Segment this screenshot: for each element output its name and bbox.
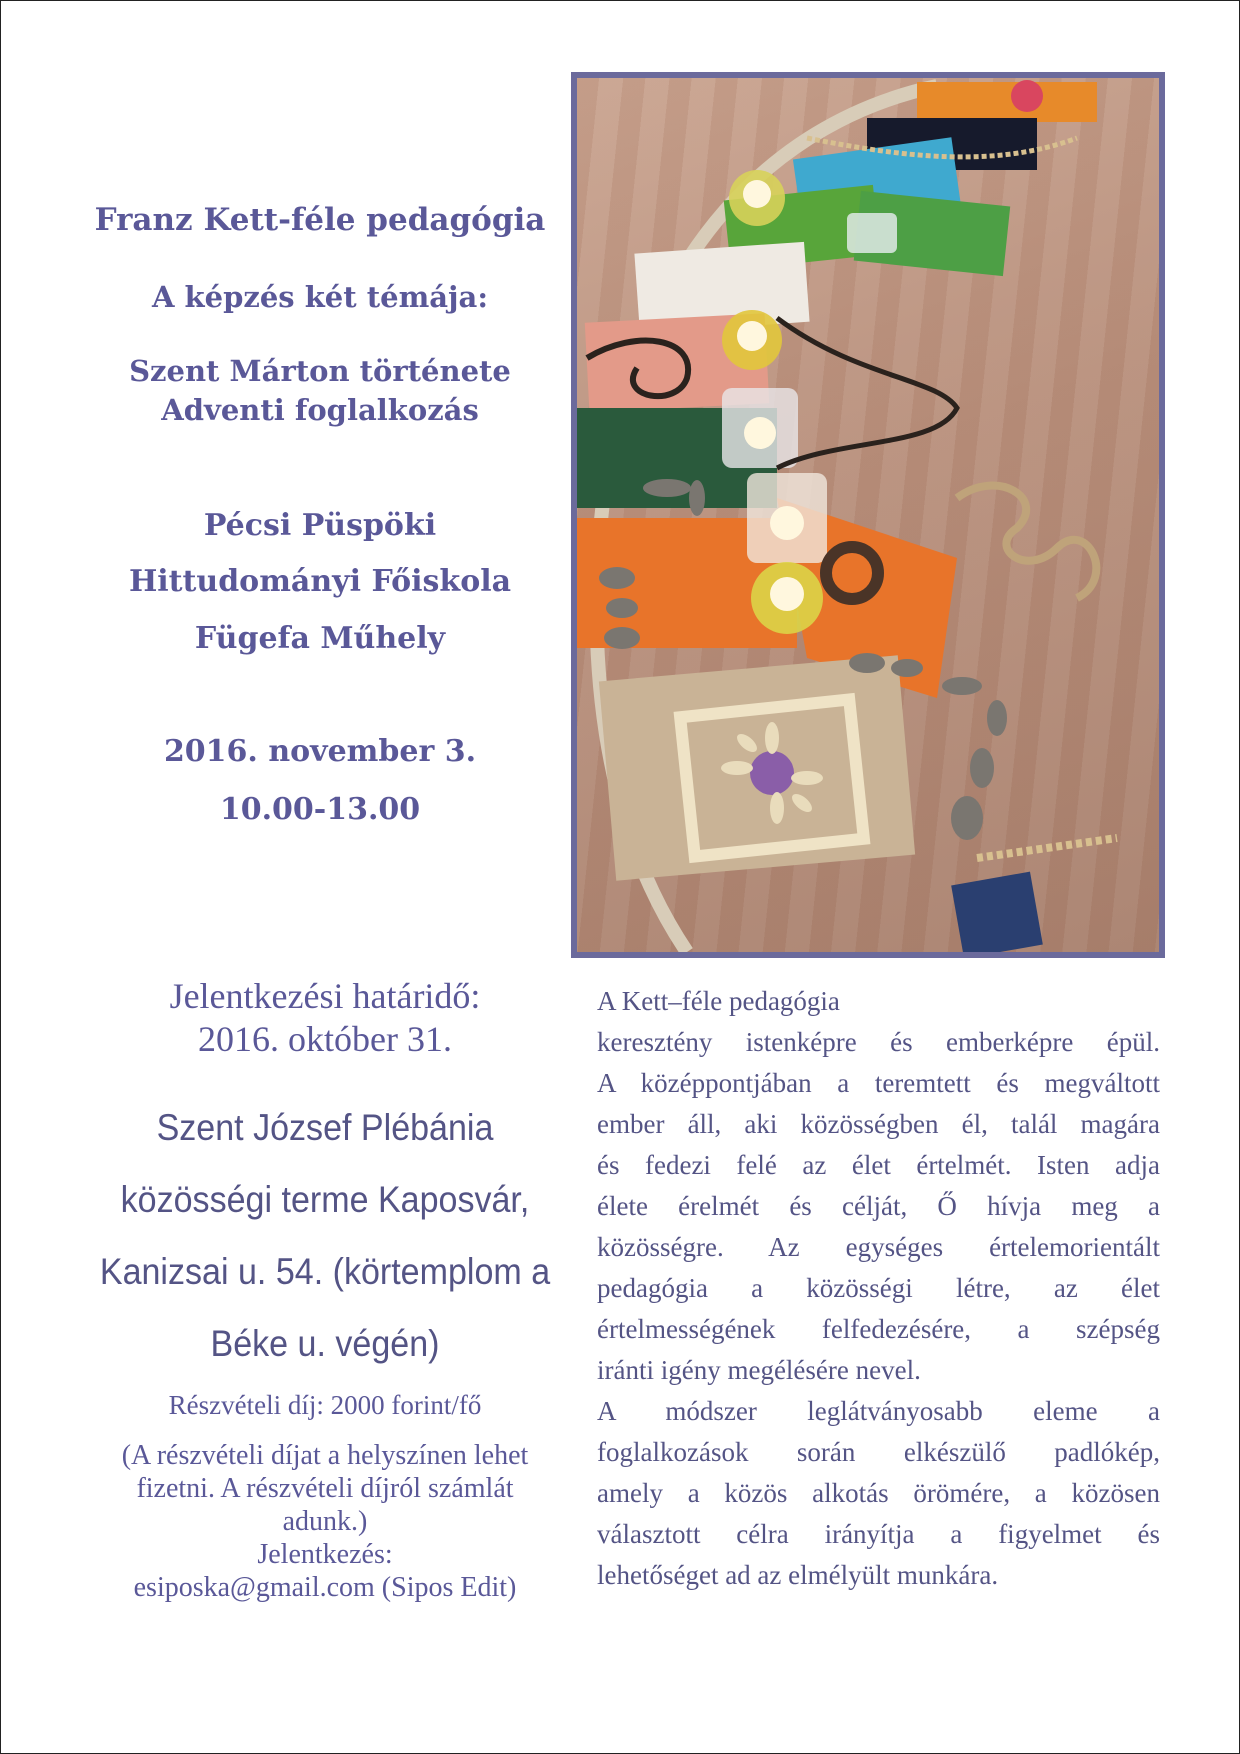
- description-line: választott célra irányítja a figyelmet és: [597, 1519, 1160, 1549]
- description-line: amely a közös alkotás örömére, a közösen: [597, 1478, 1160, 1508]
- venue-line: közösségi terme Kaposvár,: [120, 1179, 530, 1220]
- payment-note: adunk.): [282, 1506, 368, 1537]
- registration-contact: esiposka@gmail.com (Sipos Edit): [133, 1572, 517, 1603]
- description-line: foglalkozások során elkészülő padlókép,: [597, 1437, 1160, 1467]
- payment-note: fizetni. A részvételi díjról számlát: [136, 1473, 514, 1504]
- topic-1: Szent Márton története: [129, 354, 511, 388]
- description-line: ember áll, aki közösségben él, talál magára: [597, 1109, 1160, 1139]
- deadline-date: 2016. október 31.: [198, 1019, 452, 1059]
- venue-line: Béke u. végén): [210, 1323, 440, 1364]
- event-date: 2016. november 3.: [163, 734, 477, 769]
- headline: Franz Kett-féle pedagógia: [94, 202, 546, 238]
- description-line: A módszer leglátványosabb eleme a: [597, 1396, 1160, 1426]
- description-line: iránti igény megélésére nevel.: [597, 1355, 921, 1385]
- subtitle: A képzés két témája:: [151, 280, 489, 314]
- description-line: keresztény istenképre és emberképre épül.: [597, 1027, 1160, 1057]
- registration-label: Jelentkezés:: [257, 1539, 393, 1570]
- description-line: lehetőséget ad az elmélyült munkára.: [597, 1560, 999, 1590]
- institution-line: Pécsi Püspöki: [203, 508, 437, 543]
- description-line: pedagógia a közösségi létre, az élet: [597, 1273, 1160, 1303]
- floor-picture-photo: [571, 72, 1165, 958]
- payment-note: (A részvételi díjat a helyszínen lehet: [121, 1440, 529, 1471]
- venue-line: Kanizsai u. 54. (körtemplom a: [99, 1251, 551, 1292]
- description-line: közösségre. Az egységes értelemorientált: [597, 1232, 1160, 1262]
- venue-line: Szent József Plébánia: [156, 1107, 494, 1148]
- institution-line: Hittudományi Főiskola: [128, 564, 512, 599]
- description-line: A középpontjában a teremtett és megváltott: [597, 1068, 1160, 1098]
- description-line: értelmességének felfedezésére, a szépség: [597, 1314, 1160, 1344]
- description-line: A Kett–féle pedagógia: [597, 986, 840, 1016]
- deadline-label: Jelentkezési határidő:: [169, 976, 481, 1016]
- description-line: és fedezi felé az élet értelmét. Isten adja: [597, 1150, 1160, 1180]
- fee-text: Részvételi díj: 2000 forint/fő: [168, 1390, 482, 1420]
- institution-line: Fügefa Műhely: [194, 621, 446, 656]
- topic-2: Adventi foglalkozás: [161, 393, 479, 427]
- event-time: 10.00-13.00: [219, 792, 421, 827]
- description-line: élete érelmét és célját, Ő hívja meg a: [597, 1191, 1160, 1221]
